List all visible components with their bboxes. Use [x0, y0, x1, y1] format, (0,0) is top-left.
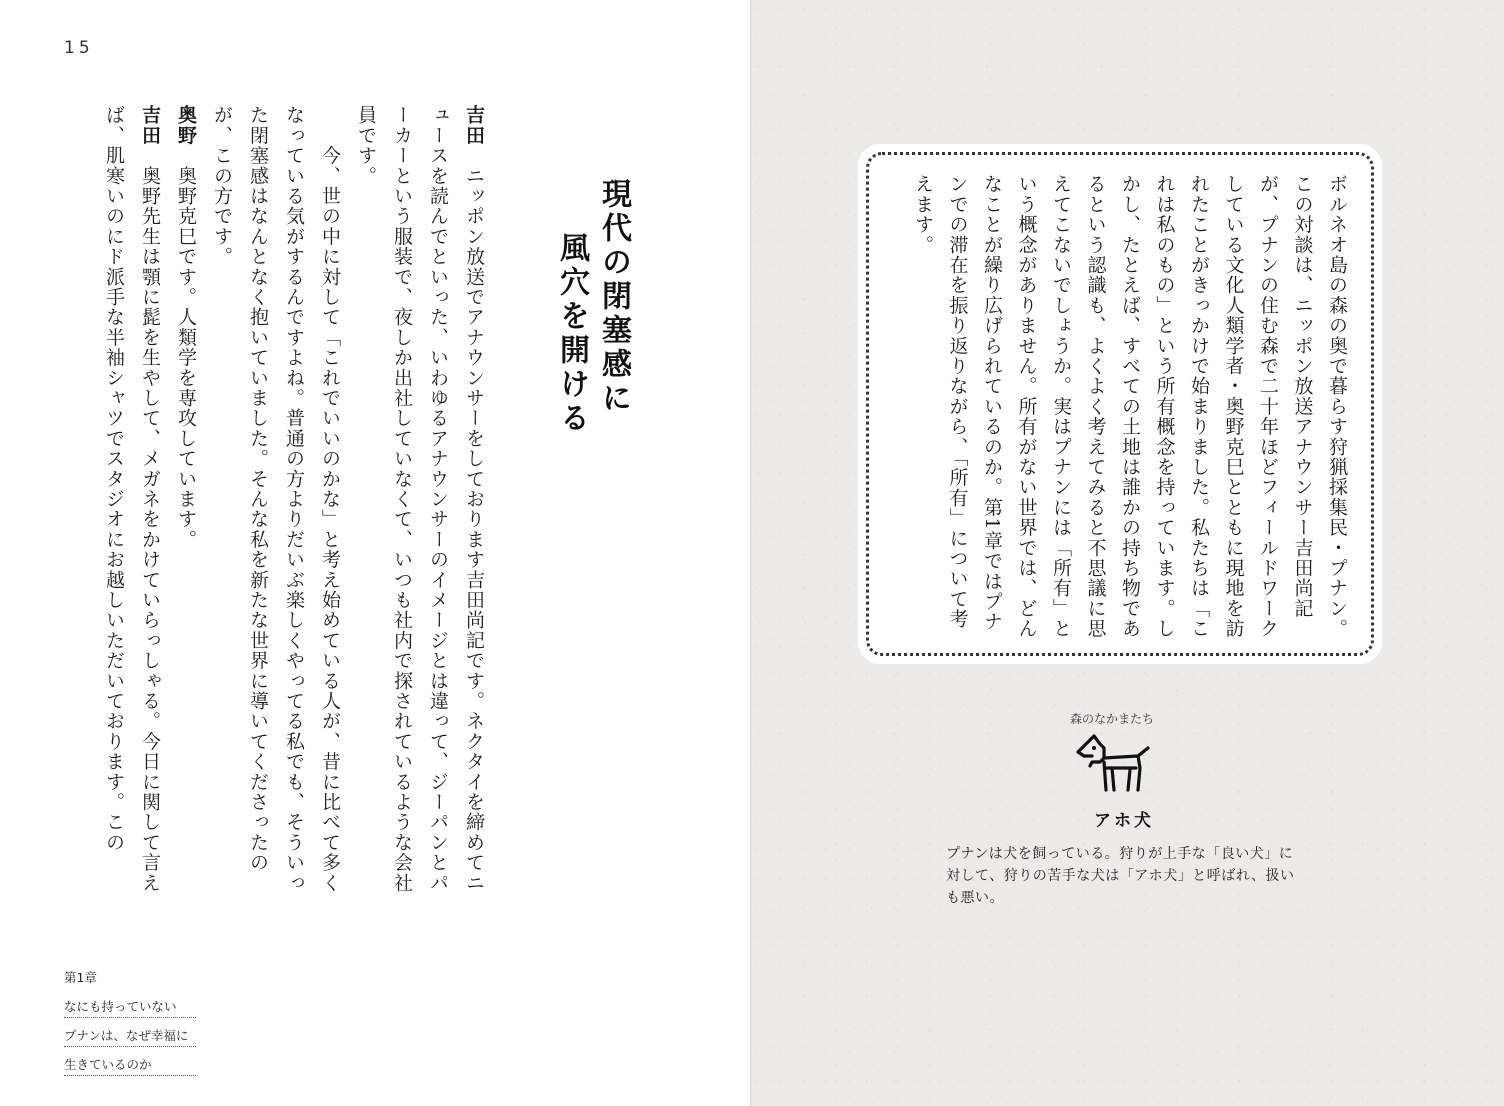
dialogue-body	[96, 105, 492, 905]
section-title	[548, 178, 631, 438]
chapter-title-line: なにも持っていない	[64, 994, 196, 1018]
dialogue-paragraph	[168, 105, 204, 905]
speaker-label: 吉田	[463, 105, 485, 146]
chapter-title-line: プナンは、なぜ幸福に	[64, 1023, 196, 1047]
dialogue-paragraph	[96, 105, 168, 905]
dialogue-paragraph	[204, 105, 348, 905]
title-line-1: 現代の閉塞感に	[596, 178, 631, 416]
chapter-footer	[64, 968, 196, 1081]
intro-box	[858, 144, 1382, 664]
dialogue-text: 奥野先生は顎に髭を生やして、メガネをかけていらっしゃる。今日に関して言えば、肌寒いのにド派手な半袖シャツでスタジオにお越しいただいております。この	[103, 105, 161, 893]
dialogue-text: 奥野克巳です。人類学を専攻しています。	[175, 165, 197, 550]
dog-icon	[1070, 726, 1170, 806]
mascot-description: プナンは犬を飼っている。狩りが上手な「良い犬」に対して、狩りの苦手な犬は「アホ犬」と呼ばれ、扱いも悪い。	[946, 846, 1295, 906]
speaker-label: 奥野	[175, 105, 197, 146]
mascot-name: アホ犬	[1094, 811, 1154, 831]
speaker-label: 吉田	[139, 105, 161, 146]
page-number: 15	[64, 38, 94, 58]
chapter-title-line: 生きているのか	[64, 1052, 196, 1076]
dialogue-text: 今、世の中に対して「これでいいのかな」と考え始めている人が、昔に比べて多くなっている気がするんですよね。普通の方よりだいぶ楽しくやってる私でも、そういった閉塞感はなんとなく抱いていました。そんな私を新たな世界に導いてくださったのが、この方です。	[211, 105, 341, 893]
title-line-2: 風穴を開ける	[554, 232, 589, 436]
dialogue-text: ニッポン放送でアナウンサーをしております吉田尚記です。ネクタイを締めてニュースを読んでといった、いわゆるアナウンサーのイメージとは違って、ジーパンとパーカーという服装で、夜しか出社していなくて、いつも社内で探されているような会社員です。	[355, 105, 485, 893]
intro-text: ボルネオ島の森の奥で暮らす狩猟採集民・プナン。この対談は、ニッポン放送アナウンサー吉田尚記が、プナンの住む森で二十年ほどフィールドワークしている文化人類学者・奥野克巳とともに現地を訪れたことがきっかけで始まりました。私たちは「これは私のもの」という所有概念を持っています。しかし、たとえば、すべての土地は誰かの持ち物であるという認識も、よくよく考えてみると不思議に思えてこないでしょうか。実はプナンには「所有」という概念がありません。所有がない世界では、どんなことが繰り広げられているのか。第1章ではプナンでの滞在を振り返りながら、「所有」について考えます。	[912, 174, 1348, 639]
mascot-caption: 森のなかまたち	[1070, 712, 1155, 726]
chapter-number: 第1章	[64, 970, 97, 985]
dialogue-paragraph	[348, 105, 492, 905]
